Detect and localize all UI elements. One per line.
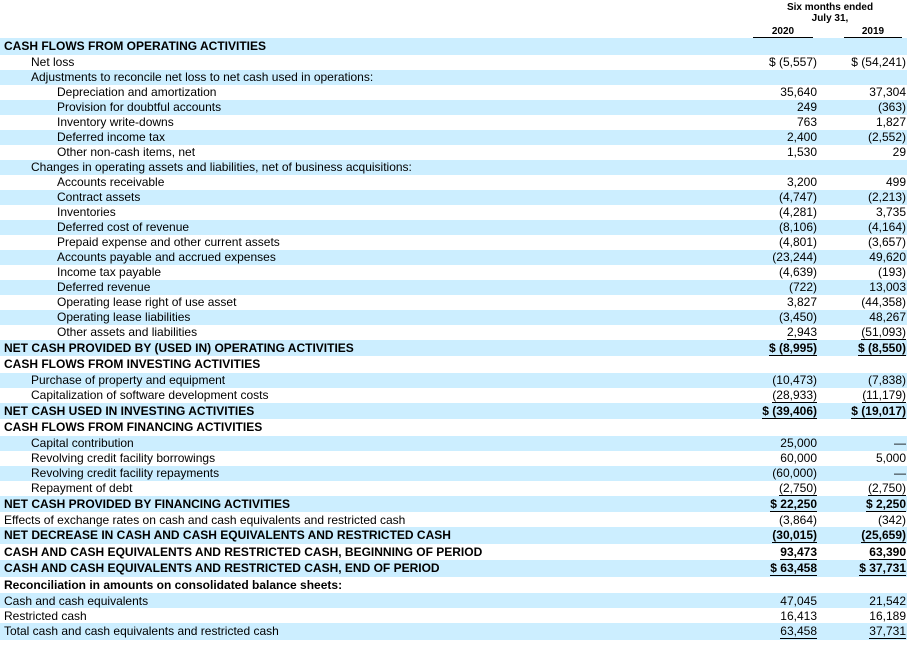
table-row (0, 325, 907, 340)
table-row (0, 451, 907, 466)
table-row (0, 265, 907, 280)
value-2020: 763 (796, 115, 817, 129)
total-investing-row (0, 403, 907, 420)
value-2020: 60,000 (780, 451, 817, 465)
value-2020: (722) (757, 280, 819, 295)
value-2019: 48,267 (848, 310, 907, 325)
net-decrease-row (0, 527, 907, 544)
row-label: Effects of exchange rates on cash and cash equivalents and restricted cash (4, 512, 406, 527)
total-financing-row (0, 496, 907, 513)
row-label: Operating lease right of use asset (57, 295, 237, 309)
total-operating-row (0, 340, 907, 357)
value-2020: 35,640 (780, 85, 817, 99)
period-line-1: Six months ended (786, 2, 874, 13)
row-label: NET CASH USED IN INVESTING ACTIVITIES (0, 403, 757, 420)
value-2019: 37,304 (869, 85, 906, 99)
table-row (0, 85, 907, 100)
value-2020: 3,827 (786, 295, 817, 309)
year-2020-header: 2020 (753, 27, 813, 38)
row-label: Restricted cash (4, 608, 87, 623)
value-2020 (757, 419, 819, 436)
table-row (0, 190, 907, 205)
value-2020: $ (8,995) (757, 340, 819, 357)
value-2019: 37,731 (848, 623, 907, 640)
table-row (0, 145, 907, 160)
value-2019: $ (19,017) (848, 403, 907, 420)
value-2019: 29 (892, 145, 906, 159)
value-2020: 25,000 (757, 436, 819, 451)
value-2020: 2,943 (786, 325, 817, 339)
value-2019 (848, 419, 907, 436)
row-label: Other non-cash items, net (57, 145, 196, 159)
value-2020: (4,801) (778, 235, 817, 249)
period-line-2: July 31, (811, 13, 849, 24)
table-row (0, 481, 907, 496)
value-2019: $ 2,250 (848, 496, 907, 513)
row-label: CASH FLOWS FROM OPERATING ACTIVITIES (0, 38, 757, 55)
row-label: Depreciation and amortization (57, 85, 217, 99)
row-label: Adjustments to reconcile net loss to net cash used in operations: (0, 70, 757, 85)
column-header (0, 0, 907, 38)
value-2019: 21,542 (848, 593, 907, 608)
value-2019: — (848, 436, 907, 451)
row-label: NET CASH PROVIDED BY FINANCING ACTIVITIES (0, 496, 757, 513)
row-label: Cash and cash equivalents (0, 593, 757, 608)
value-2020: (30,015) (757, 527, 819, 544)
beginning-period-row (0, 544, 907, 561)
row-label: Income tax payable (57, 265, 162, 279)
row-label: Purchase of property and equipment (0, 373, 757, 388)
value-2019: 1,827 (875, 115, 906, 129)
value-2019: $ (54,241) (851, 55, 906, 69)
table-row (0, 220, 907, 235)
value-2019: 63,390 (869, 544, 906, 559)
row-label: Deferred income tax (0, 130, 757, 145)
table-row (0, 593, 907, 608)
value-2020: (8,106) (757, 220, 819, 235)
value-2019: (363) (848, 100, 907, 115)
value-2020: (23,244) (757, 250, 819, 265)
value-2019 (848, 160, 907, 175)
total-cash-row (0, 623, 907, 640)
row-label: Total cash and cash equivalents and restricted cash (0, 623, 757, 640)
value-2019: (51,093) (861, 325, 906, 339)
value-2019: (193) (877, 265, 906, 279)
value-2019: (3,657) (867, 235, 906, 249)
table-row (0, 235, 907, 250)
row-label: Revolving credit facility borrowings (31, 451, 216, 465)
value-2020: $ (39,406) (757, 403, 819, 420)
table-row (0, 160, 907, 175)
section-investing-header (0, 356, 907, 373)
value-2019: $ (8,550) (848, 340, 907, 357)
row-label: Deferred revenue (0, 280, 757, 295)
value-2019: (2,750) (867, 481, 906, 495)
table-row (0, 175, 907, 190)
value-2019: 16,189 (869, 608, 906, 623)
row-label: Accounts receivable (57, 175, 165, 189)
value-2019 (848, 356, 907, 373)
value-2019: (25,659) (848, 527, 907, 544)
value-2019: 13,003 (848, 280, 907, 295)
row-label: Operating lease liabilities (0, 310, 757, 325)
value-2020: (4,281) (778, 205, 817, 219)
row-label: CASH FLOWS FROM FINANCING ACTIVITIES (4, 420, 263, 435)
table-row (0, 130, 907, 145)
row-label: Reconciliation in amounts on consolidated balance sheets: (4, 577, 343, 592)
row-label: Accounts payable and accrued expenses (0, 250, 757, 265)
value-2019 (848, 577, 907, 594)
value-2019: (2,213) (848, 190, 907, 205)
row-label: Prepaid expense and other current assets (57, 235, 280, 249)
row-label: CASH AND CASH EQUIVALENTS AND RESTRICTED CASH, END OF PERIOD (0, 560, 757, 577)
table-row (0, 250, 907, 265)
value-2019 (848, 70, 907, 85)
row-label: Inventory write-downs (57, 115, 174, 129)
table-row (0, 373, 907, 388)
value-2020: 1,530 (786, 145, 817, 159)
value-2020: 93,473 (780, 544, 817, 559)
value-2020: 3,200 (786, 175, 817, 189)
table-row (0, 115, 907, 130)
row-label: NET CASH PROVIDED BY (USED IN) OPERATING ACTIVITIES (0, 340, 757, 357)
table-row (0, 436, 907, 451)
value-2020: (3,864) (778, 512, 817, 527)
row-label: Net loss (31, 55, 75, 69)
row-label: Revolving credit facility repayments (0, 466, 757, 481)
period-header (757, 2, 903, 24)
value-2019: 49,620 (848, 250, 907, 265)
row-label: Deferred cost of revenue (0, 220, 757, 235)
value-2019: (44,358) (861, 295, 906, 309)
end-period-row (0, 560, 907, 577)
value-2020: 63,458 (757, 623, 819, 640)
table-row (0, 608, 907, 623)
value-2020: (28,933) (772, 388, 817, 402)
value-2020: 47,045 (757, 593, 819, 608)
value-2020 (757, 356, 819, 373)
value-2019 (848, 38, 907, 55)
value-2019: 499 (885, 175, 906, 189)
value-2020: (10,473) (757, 373, 819, 388)
value-2020: 16,413 (780, 608, 817, 623)
table-row (0, 388, 907, 403)
row-label: CASH FLOWS FROM INVESTING ACTIVITIES (4, 357, 261, 372)
section-financing-header (0, 419, 907, 436)
year-2019-header: 2019 (844, 27, 902, 38)
table-row (0, 466, 907, 481)
table-row (0, 100, 907, 115)
value-2020: $ 63,458 (757, 560, 819, 577)
value-2020: (4,639) (778, 265, 817, 279)
row-label: Capital contribution (0, 436, 757, 451)
value-2020: (4,747) (757, 190, 819, 205)
reconciliation-header (0, 577, 907, 594)
value-2020: $ (5,557) (768, 55, 817, 69)
value-2019: (11,179) (862, 388, 906, 402)
value-2020 (757, 160, 819, 175)
row-label: NET DECREASE IN CASH AND CASH EQUIVALENTS AND RESTRICTED CASH (0, 527, 757, 544)
value-2019: (4,164) (848, 220, 907, 235)
value-2020: 2,400 (757, 130, 819, 145)
table-row (0, 512, 907, 527)
value-2019: $ 37,731 (848, 560, 907, 577)
value-2020: (2,750) (778, 481, 817, 495)
value-2019: (7,838) (848, 373, 907, 388)
value-2019: — (848, 466, 907, 481)
table-row (0, 310, 907, 325)
value-2020: (60,000) (757, 466, 819, 481)
value-2020: (3,450) (757, 310, 819, 325)
row-label: Changes in operating assets and liabilities, net of business acquisitions: (0, 160, 757, 175)
table-row (0, 70, 907, 85)
table-row (0, 295, 907, 310)
row-label: Provision for doubtful accounts (0, 100, 757, 115)
table-row (0, 205, 907, 220)
value-2019: 5,000 (875, 451, 906, 465)
value-2019: (2,552) (848, 130, 907, 145)
value-2020 (757, 577, 819, 594)
table-row (0, 55, 907, 70)
row-label: Contract assets (0, 190, 757, 205)
value-2019: 3,735 (875, 205, 906, 219)
table-row (0, 280, 907, 295)
value-2020: $ 22,250 (757, 496, 819, 513)
section-operating-header (0, 38, 907, 55)
value-2019: (342) (877, 512, 906, 527)
row-label: Capitalization of software development costs (31, 388, 269, 402)
row-label: Inventories (57, 205, 116, 219)
row-label: CASH AND CASH EQUIVALENTS AND RESTRICTED CASH, BEGINNING OF PERIOD (4, 544, 483, 559)
row-label: Repayment of debt (31, 481, 133, 495)
value-2020 (757, 70, 819, 85)
value-2020: 249 (757, 100, 819, 115)
value-2020 (757, 38, 819, 55)
cash-flow-table (0, 38, 907, 640)
row-label: Other assets and liabilities (57, 325, 198, 339)
